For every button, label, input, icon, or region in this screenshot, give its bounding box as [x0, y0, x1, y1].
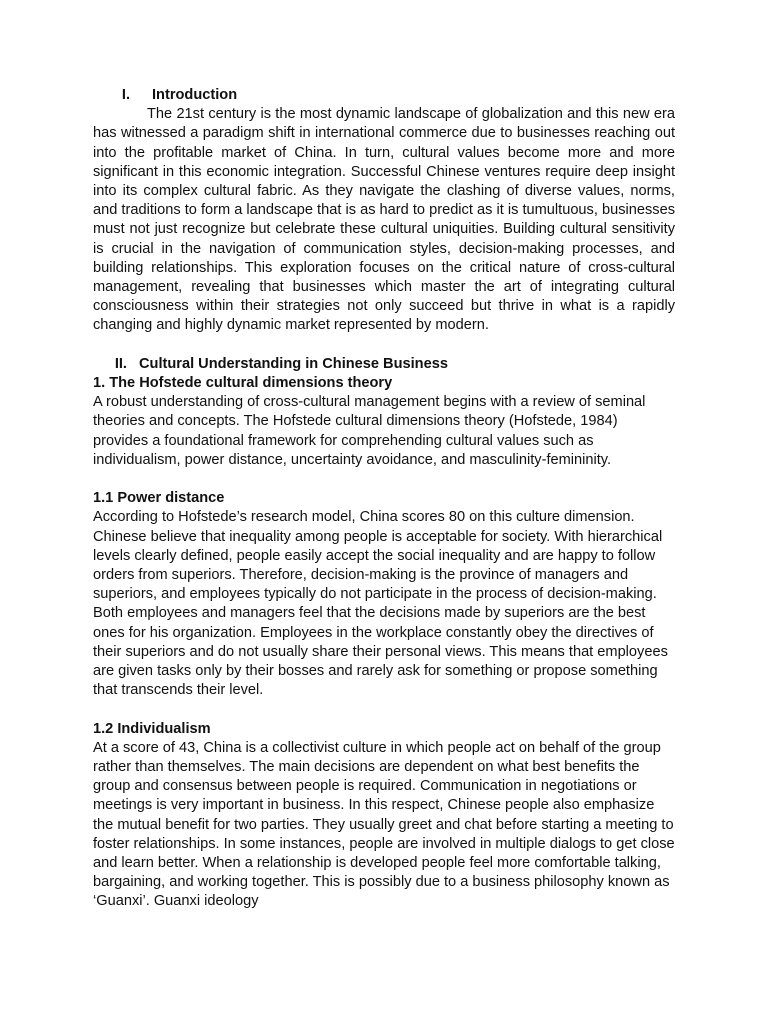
section-heading-cultural-understanding [93, 355, 675, 374]
power-distance-paragraph: According to Hofstede’s research model, China scores 80 on this culture dimension. Chinese believe that inequality among people is acceptable for society. With hierarchical levels clearly defined, people easily accept the social inequality and are happy to follow orders from superiors. Therefore, decision-making is the province of managers and superiors, and employees typically do not participate in the process of decision-making. Both employees and managers feel that the decisions made by superiors are the best ones for his organization. Employees in the workplace constantly obey the directives of their superiors and do not usually share their personal views. This means that employees are given tasks only by their bosses and rarely ask for something or propose something that transcends their level. [93, 509, 668, 699]
hofstede-paragraph: A robust understanding of cross-cultural management begins with a review of seminal theories and concepts. The Hofstede cultural dimensions theory (Hofstede, 1984) provides a foundational framework for comprehending cultural values such as individualism, power distance, uncertainty avoidance, and masculinity-femininity. [93, 394, 646, 468]
section-number: I. [121, 87, 130, 103]
section-title: Introduction [152, 87, 238, 103]
individualism-paragraph: At a score of 43, China is a collectivist culture in which people act on behalf of the group rather than themselves. The main decisions are dependent on what best benefits the group and consensus between people is required. Communication in negotiations or meetings is very important in business. In this respect, Chinese people also emphasize the mutual benefit for two parties. They usually greet and chat before starting a meeting to foster relationships. In some instances, people are involved in multiple dialogs to get close and learn better. When a relationship is developed people feel more comfortable talking, bargaining, and working together. This is possibly due to a business philosophy known as ‘Guanxi’. Guanxi ideology [93, 739, 675, 910]
spacer [93, 470, 675, 489]
introduction-paragraph: The 21st century is the most dynamic landscape of globalization and this new era has witnessed a paradigm shift in international commerce due to businesses reaching out into the profitable market of China. In turn, cultural values become more and more significant in this economic integration. Successful Chinese ventures require deep insight into its complex cultural fabric. As they navigate the clashing of diverse values, norms, and traditions to form a landscape that is as hard to predict as it is tumultuous, businesses must not just recognize but celebrate these cultural uniquities. Building cultural sensitivity is crucial in the navigation of communication styles, decision-making processes, and building relationships. This exploration focuses on the critical nature of cross-cultural management, revealing that businesses which master the art of integrating cultural consciousness within their strategies not only succeed but thrive in what is a rapidly changing and highly dynamic market represented by modern. [93, 106, 675, 334]
subsection-heading-power-distance: 1.1 Power distance [93, 490, 225, 507]
spacer [93, 700, 675, 719]
section-heading-introduction [93, 86, 675, 105]
spacer [93, 336, 675, 355]
section-number: II. [114, 355, 127, 372]
subsection-heading-hofstede: 1. The Hofstede cultural dimensions theory [93, 375, 393, 392]
section-title: Cultural Understanding in Chinese Business [139, 355, 448, 372]
subsection-heading-individualism: 1.2 Individualism [93, 720, 211, 737]
